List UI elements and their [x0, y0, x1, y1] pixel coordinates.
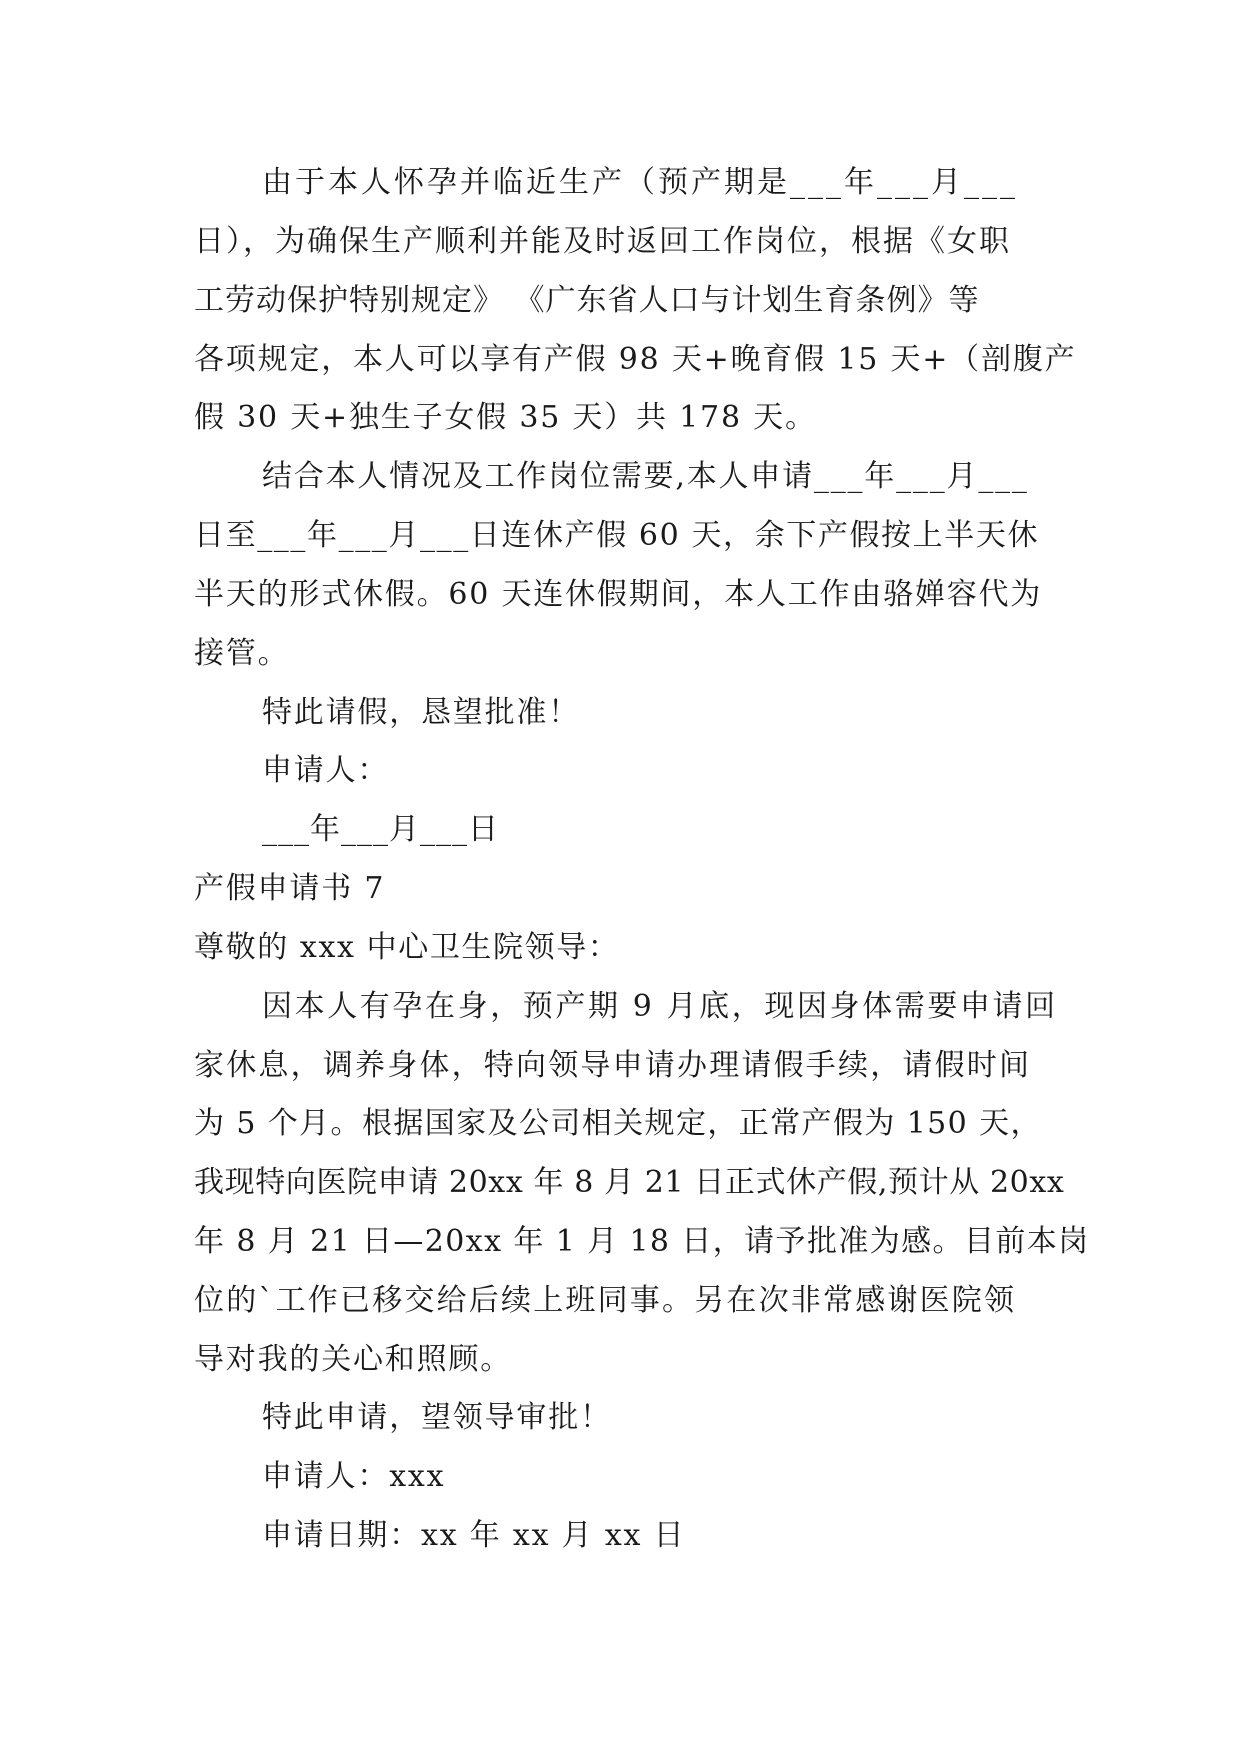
paragraph-line: 假 30 天+独生子女假 35 天）共 178 天。	[194, 400, 817, 435]
date-line: ___年___月___日	[262, 812, 499, 847]
applicant-line: 申请人：xxx	[262, 1459, 446, 1494]
paragraph-line: 由于本人怀孕并临近生产（预产期是___年___月___	[262, 165, 1018, 200]
paragraph-line: 家休息，调养身体，特向领导申请办理请假手续，请假时间	[194, 1048, 1032, 1083]
apply-date-line: 申请日期：xx 年 xx 月 xx 日	[262, 1518, 686, 1553]
paragraph-line: 结合本人情况及工作岗位需要,本人申请___年___月___	[262, 459, 1029, 494]
closing-line: 特此请假，恳望批准！	[262, 695, 580, 730]
paragraph-line: 为 5 个月。根据国家及公司相关规定，正常产假为 150 天，	[194, 1106, 1042, 1141]
section-title: 产假申请书 7	[194, 871, 386, 906]
paragraph-line: 因本人有孕在身，预产期 9 月底，现因身体需要申请回	[262, 989, 1058, 1024]
paragraph-line: 各项规定，本人可以享有产假 98 天+晚育假 15 天+（剖腹产	[194, 342, 1077, 377]
paragraph-line: 半天的形式休假。60 天连休假期间，本人工作由骆婵容代为	[194, 577, 1043, 612]
paragraph-line: 日），为确保生产顺利并能及时返回工作岗位，根据《女职	[194, 224, 1011, 259]
paragraph-line: 导对我的关心和照顾。	[194, 1342, 512, 1377]
paragraph-line: 日至___年___月___日连休产假 60 天，余下产假按上半天休	[194, 518, 1040, 553]
closing-line: 特此申请，望领导审批！	[262, 1400, 612, 1435]
paragraph-line: 年 8 月 21 日—20xx 年 1 月 18 日，请予批准为感。目前本岗	[194, 1224, 1090, 1259]
paragraph-line: 我现特向医院申请 20xx 年 8 月 21 日正式休产假,预计从 20xx	[194, 1165, 1065, 1200]
salutation-line: 尊敬的 xxx 中心卫生院领导：	[194, 930, 620, 965]
paragraph-line: 工劳动保护特别规定》 《广东省人口与计划生育条例》等	[194, 283, 980, 318]
applicant-line: 申请人：	[262, 753, 390, 788]
paragraph-line: 位的`工作已移交给后续上班同事。另在次非常感谢医院领	[194, 1283, 1017, 1318]
paragraph-line: 接管。	[194, 636, 290, 671]
